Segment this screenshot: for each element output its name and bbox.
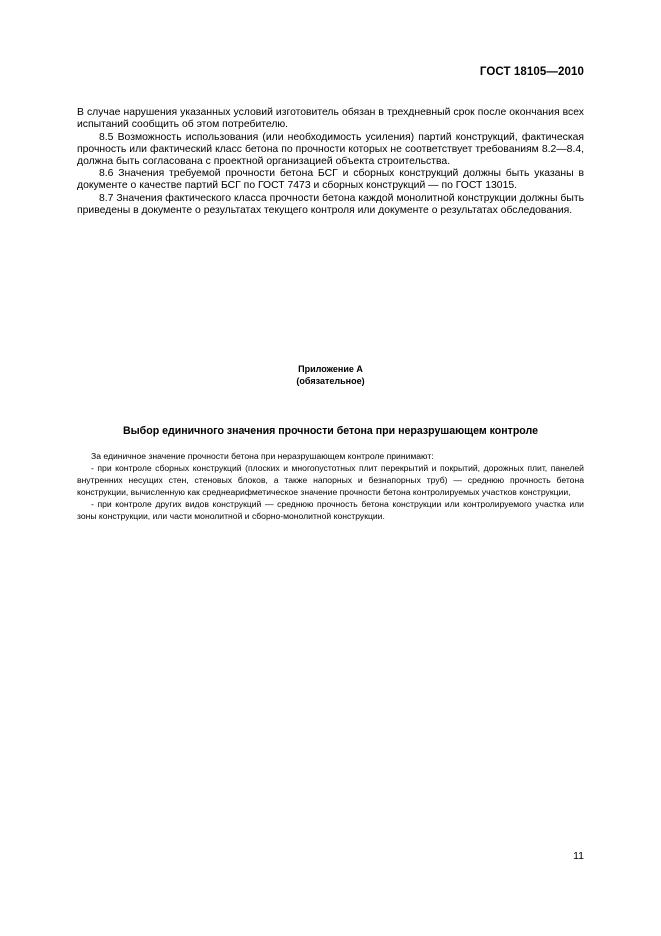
page-number: 11 xyxy=(573,850,584,862)
body-paragraph xyxy=(77,132,584,169)
body-paragraph-text: 8.7 Значения фактического класса прочности бетона каждой монолитной конструкции должны быть приведены в документе о результатах текущего контроля или документе о результатах обследования. xyxy=(77,192,584,216)
body-paragraph xyxy=(77,193,584,217)
appendix-paragraph xyxy=(77,450,584,462)
appendix-label-block xyxy=(0,363,661,387)
document-header-code: ГОСТ 18105—2010 xyxy=(479,66,584,78)
appendix-body-text xyxy=(77,450,584,523)
appendix-status: (обязательное) xyxy=(296,376,365,386)
appendix-paragraph xyxy=(77,462,584,498)
body-paragraph-text: В случае нарушения указанных условий изготовитель обязан в трехдневный срок после окончания всех испытаний сообщить об этом потребителю. xyxy=(77,107,584,131)
appendix-paragraph-text: - при контроле сборных конструкций (плоских и многопустотных плит перекрытий и покрытий, дорожных плит, панелей внутренних несущих стен, стеновых блоков, а также напорных и безнапорных труб) — среднюю прочность бетона конструкции, вычисленную как среднеарифметическое значение прочности бетона контролируемых участков конструкции, xyxy=(77,463,584,498)
main-body-text xyxy=(77,95,584,217)
appendix-paragraph xyxy=(77,498,584,522)
appendix-paragraph-text: - при контроле других видов конструкций — среднюю прочность бетона конструкции или контролируемого участка или зоны конструкции, или части монолитной и сборно-монолитной конструкции. xyxy=(77,499,584,522)
body-paragraph-text: 8.5 Возможность использования (или необходимость усиления) партий конструкций, фактическая прочность или фактический класс бетона по прочности которых не соответствует требованиям 8.2—8.4, должна быть согласована с проектной организацией объекта строительства. xyxy=(77,131,584,168)
appendix-paragraph-text: За единичное значение прочности бетона при неразрушающем контроле принимают: xyxy=(91,451,434,461)
body-paragraph xyxy=(77,168,584,192)
body-paragraph-text: 8.6 Значения требуемой прочности бетона БСГ и сборных конструкций должны быть указаны в документе о качестве партий БСГ по ГОСТ 7473 и сборных конструкций — по ГОСТ 13015. xyxy=(77,168,584,192)
appendix-heading: Выбор единичного значения прочности бетона при неразрушающем контроле xyxy=(122,425,538,437)
appendix-label: Приложение А xyxy=(298,364,363,374)
body-paragraph xyxy=(77,95,584,132)
